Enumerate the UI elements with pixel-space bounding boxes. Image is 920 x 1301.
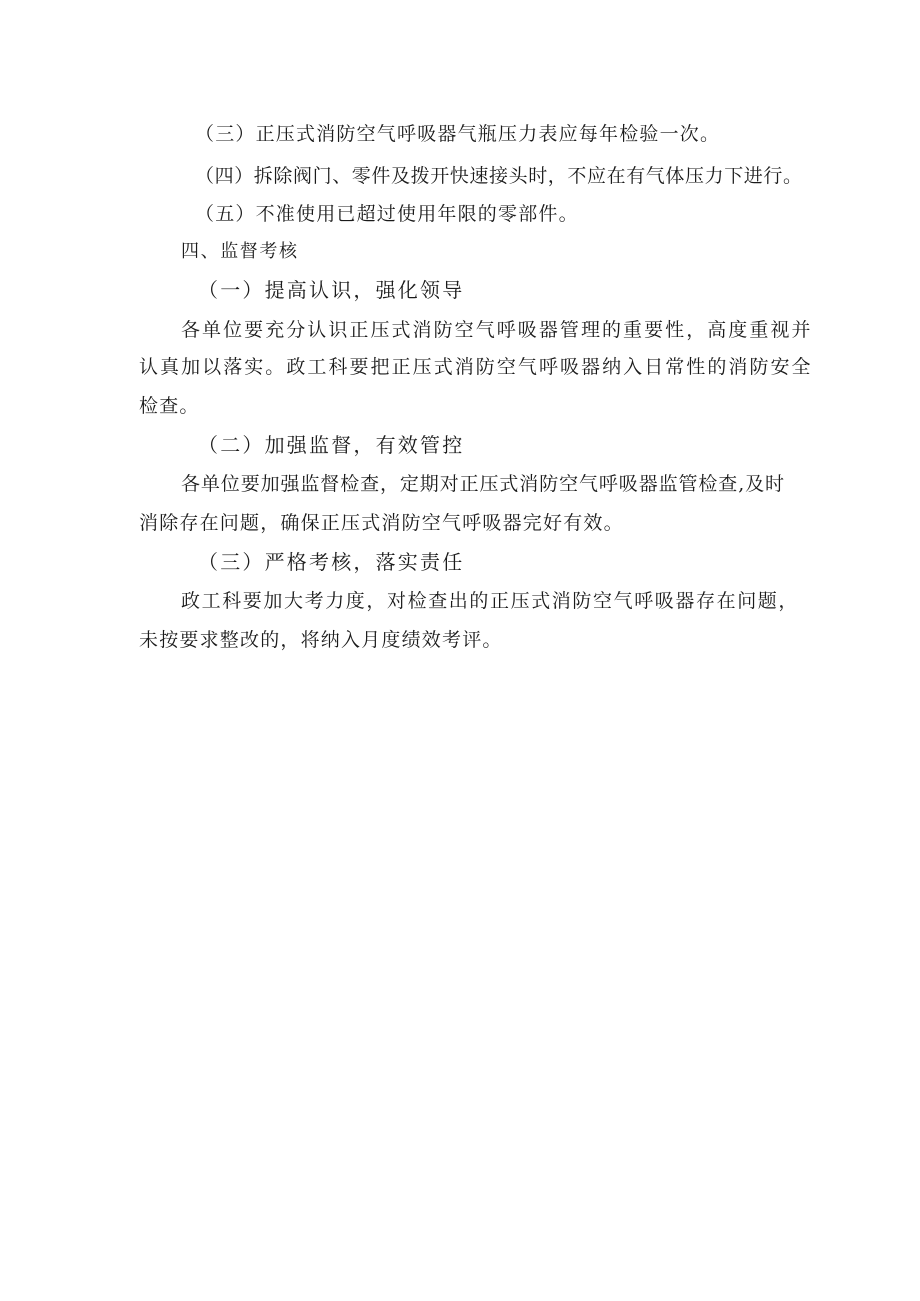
paragraph-1-line-1: 各单位要充分认识正压式消防空气呼吸器管理的重要性，高度重视并 [181,319,813,341]
list-item-3: （三）正压式消防空气呼吸器气瓶压力表应每年检验一次。 [195,123,721,145]
paragraph-3-line-1: 政工科要加大考力度，对检查出的正压式消防空气呼吸器存在问题， [181,590,800,612]
list-item-4: （四）拆除阀门、零件及拨开快速接头时，不应在有气体压力下进行。 [195,165,803,187]
paragraph-1-line-3: 检查。 [139,395,200,417]
paragraph-1-line-2: 认真加以落实。政工科要把正压式消防空气呼吸器纳入日常性的消防安全 [139,356,813,378]
paragraph-3-line-2: 未按要求整改的，将纳入月度绩效考评。 [139,629,503,651]
subheading-1: （一）提高认识，强化领导 [198,278,465,302]
section-heading-4: 四、监督考核 [181,241,299,262]
paragraph-2-line-1: 各单位要加强监督检查，定期对正压式消防空气呼吸器监管检查,及时 [181,473,785,495]
subheading-2: （二）加强监督，有效管控 [198,433,465,457]
paragraph-2-line-2: 消除存在问题，确保正压式消防空气呼吸器完好有效。 [139,512,624,534]
subheading-3: （三）严格考核，落实责任 [198,550,465,574]
list-item-5: （五）不准使用已超过使用年限的零部件。 [195,203,579,225]
